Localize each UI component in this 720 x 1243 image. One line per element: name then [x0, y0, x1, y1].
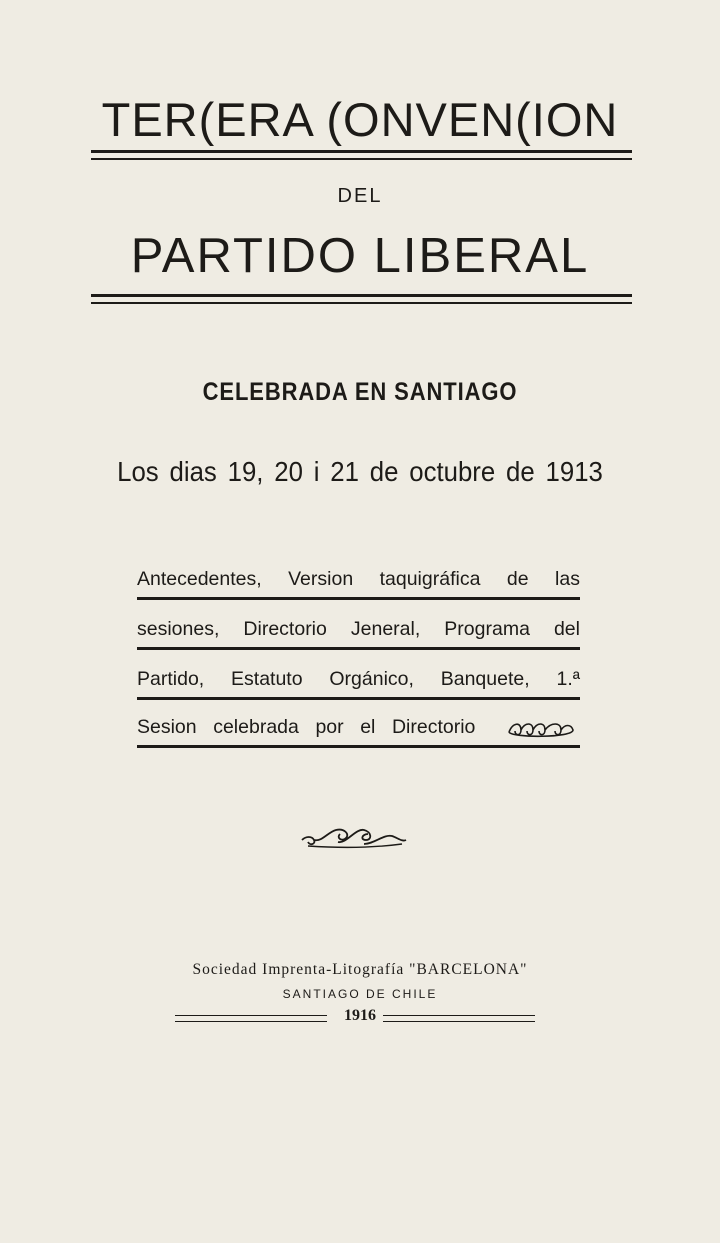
contents-line-1	[137, 568, 580, 598]
word: Sesion	[137, 716, 197, 738]
center-ornament-icon	[298, 822, 412, 850]
word: Estatuto	[231, 668, 303, 690]
word: Jeneral,	[350, 618, 421, 640]
word: Antecedentes,	[137, 568, 262, 590]
dates-line: Los dias 19, 20 i 21 de octubre de 1913	[117, 456, 603, 487]
word: del	[553, 618, 580, 640]
word: taquigráfica	[379, 568, 481, 590]
word: de	[506, 568, 529, 590]
subtitle: CELEBRADA EN SANTIAGO	[202, 378, 518, 406]
title2-rule-bottom	[91, 302, 632, 304]
year: 1916	[344, 1007, 376, 1024]
word: Orgánico,	[329, 668, 414, 690]
word: 1.ª	[556, 668, 580, 690]
year-rule-right-top	[383, 1015, 535, 1016]
word: celebrada	[213, 716, 299, 738]
year-rule-right-bottom	[383, 1021, 535, 1022]
underline	[137, 647, 580, 650]
word: Banquete,	[440, 668, 530, 690]
title-rule-top	[91, 150, 632, 153]
title-line-2: PARTIDO LIBERAL	[130, 229, 590, 283]
word: Partido,	[137, 668, 205, 690]
printer-line: Sociedad Imprenta-Litografía "BARCELONA"	[192, 961, 528, 978]
title-rule-bottom	[91, 158, 632, 160]
word: Directorio	[391, 716, 476, 738]
city-line: SANTIAGO DE CHILE	[282, 987, 438, 1001]
word: el	[360, 716, 376, 738]
connector-del: DEL	[337, 185, 383, 207]
line-end-ornament-icon	[507, 720, 579, 742]
word: Programa	[444, 618, 530, 640]
underline	[137, 597, 580, 600]
title2-rule-top	[91, 294, 632, 297]
word: sesiones,	[137, 618, 220, 640]
title-line-1: TER(ERA (ONVEN(ION	[101, 93, 619, 146]
word: por	[315, 716, 344, 738]
contents-line-2	[137, 618, 580, 648]
word: Directorio	[243, 618, 327, 640]
underline	[137, 697, 580, 700]
word: las	[555, 568, 580, 590]
contents-line-3	[137, 668, 580, 698]
word: Version	[288, 568, 354, 590]
underline	[137, 745, 580, 748]
